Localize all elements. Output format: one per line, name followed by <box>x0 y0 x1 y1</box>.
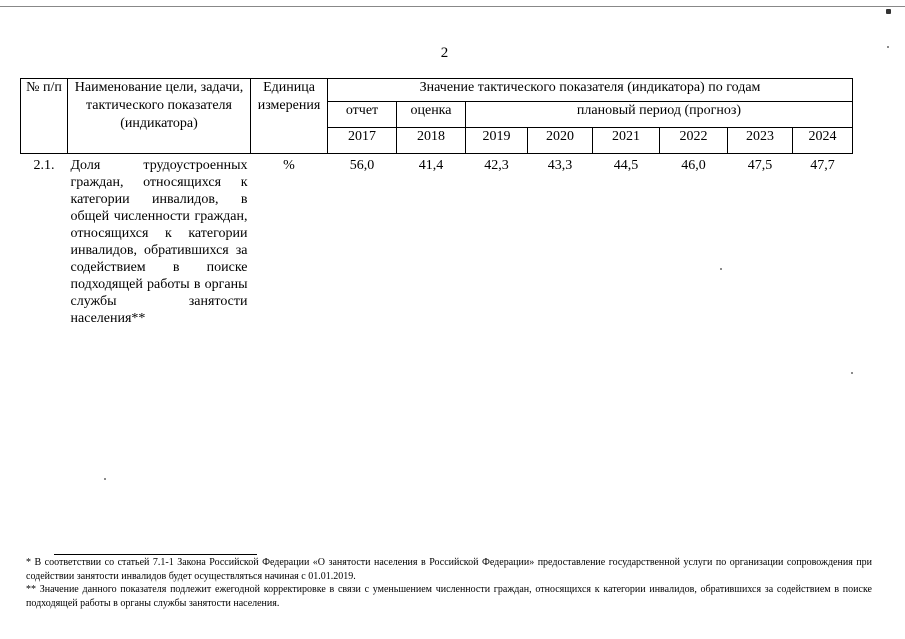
header-values-by-year: Значение тактического показателя (индикатора) по годам <box>328 79 853 102</box>
header-year: 2023 <box>728 128 793 154</box>
row-value: 47,7 <box>810 158 835 173</box>
header-number: № п/п <box>21 79 68 154</box>
header-year: 2020 <box>528 128 593 154</box>
indicator-table <box>20 78 853 327</box>
row-number: 2.1. <box>33 158 55 173</box>
page-number: 2 <box>440 45 449 61</box>
header-report: отчет <box>328 102 397 128</box>
row-value: 44,5 <box>613 158 639 173</box>
scan-speck <box>720 268 722 270</box>
header-year: 2024 <box>793 128 853 154</box>
scan-speck <box>104 478 106 480</box>
header-year: 2022 <box>660 128 728 154</box>
table-row <box>21 154 853 328</box>
scan-border-line <box>0 6 905 7</box>
row-value: 41,4 <box>418 158 444 173</box>
header-name: Наименование цели, задачи, тактического показателя (индикатора) <box>68 79 251 154</box>
row-value: 43,3 <box>547 158 573 173</box>
row-unit: % <box>283 158 295 173</box>
row-value: 46,0 <box>681 158 706 173</box>
row-value: 47,5 <box>747 158 773 173</box>
footnote-1: * В соответствии со статьей 7.1-1 Закона Российской Федерации «О занятости населения в Российской Федерации» предоставление государственной услуги по организации сопровождения при содействии занятости инвалидов будет осуществляться начиная с 01.01.2019. <box>26 557 872 582</box>
row-value: 42,3 <box>484 158 509 173</box>
header-year: 2017 <box>328 128 397 154</box>
scan-speck <box>887 46 889 48</box>
header-year: 2018 <box>397 128 466 154</box>
scan-speck <box>851 372 853 374</box>
row-value: 56,0 <box>349 158 375 173</box>
row-indicator-name: Доля трудоустроенных граждан, относящихся к категории инвалидов, в общей численности граждан, относящихся к категории инвалидов, обратившихся за содействием в поиске подходящей работы в органы службы занятости населения** <box>70 158 248 326</box>
scan-mark <box>886 9 891 14</box>
header-planned-period: плановый период (прогноз) <box>466 102 853 128</box>
header-year: 2019 <box>466 128 528 154</box>
header-year: 2021 <box>593 128 660 154</box>
header-unit: Единица измерения <box>251 79 328 154</box>
footnote-2: ** Значение данного показателя подлежит ежегодной корректировке в связи с уменьшением численности граждан, относящихся к категории инвалидов, обратившихся за содействием в поиске подходящей работы в органы службы занятости населения. <box>26 584 872 609</box>
header-estimate: оценка <box>397 102 466 128</box>
footnote-separator <box>54 554 257 555</box>
